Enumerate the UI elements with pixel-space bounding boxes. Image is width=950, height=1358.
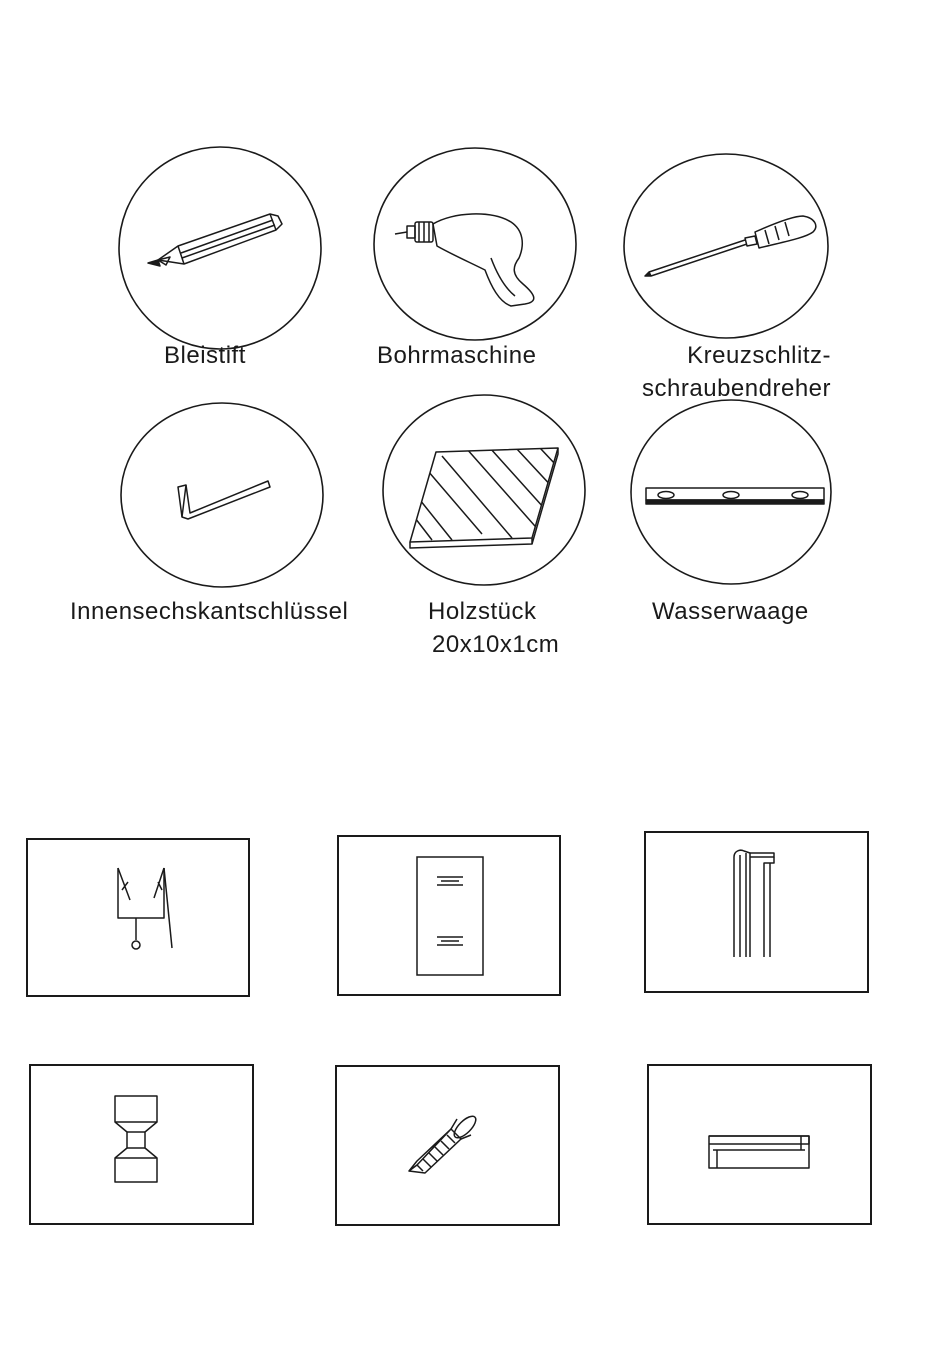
door-handle-icon: [28, 840, 248, 995]
tool-label-line: Kreuzschlitz-: [687, 342, 831, 369]
tool-label-line: schraubendreher: [642, 375, 831, 402]
part-box: [647, 1064, 872, 1225]
tool-label-hex-key: [70, 595, 348, 628]
part-box: [644, 831, 869, 993]
part-box: [337, 835, 561, 996]
part-box: [335, 1065, 560, 1226]
tool-label-line: Holzstück: [428, 598, 537, 625]
tool-label-drill: [377, 339, 536, 372]
part-box: [29, 1064, 254, 1225]
connector-icon: [31, 1066, 252, 1223]
tool-label-line: Bleistift: [164, 342, 246, 369]
spirit-level-icon: [630, 398, 832, 586]
tool-label-pencil: [164, 339, 246, 372]
tool-screwdriver: [623, 152, 829, 340]
drill-icon: [373, 146, 577, 342]
tool-pencil: [118, 146, 322, 350]
hex-key-icon: [120, 401, 324, 589]
seal-strip-icon: [649, 1066, 870, 1223]
screw-icon: [337, 1067, 558, 1224]
tool-spirit-level: [630, 398, 832, 586]
tool-label-spirit-level: [652, 595, 809, 628]
tool-label-line: Innensechskantschlüssel: [70, 598, 349, 625]
glass-panel-icon: [339, 837, 559, 994]
tool-label-screwdriver: [609, 339, 831, 405]
wall-profile-icon: [646, 833, 867, 991]
tool-wood-block: [382, 394, 586, 586]
tool-label-line: Wasserwaage: [652, 598, 809, 625]
tool-label-line: 20x10x1cm: [432, 631, 560, 658]
part-box: [26, 838, 250, 997]
tool-label-wood-block: [428, 595, 559, 661]
tool-label-line: Bohrmaschine: [377, 342, 537, 369]
tool-hex-key: [120, 401, 324, 589]
pencil-icon: [118, 146, 322, 350]
wood-block-icon: [382, 394, 586, 586]
tool-drill: [373, 146, 577, 342]
screwdriver-icon: [623, 152, 829, 340]
